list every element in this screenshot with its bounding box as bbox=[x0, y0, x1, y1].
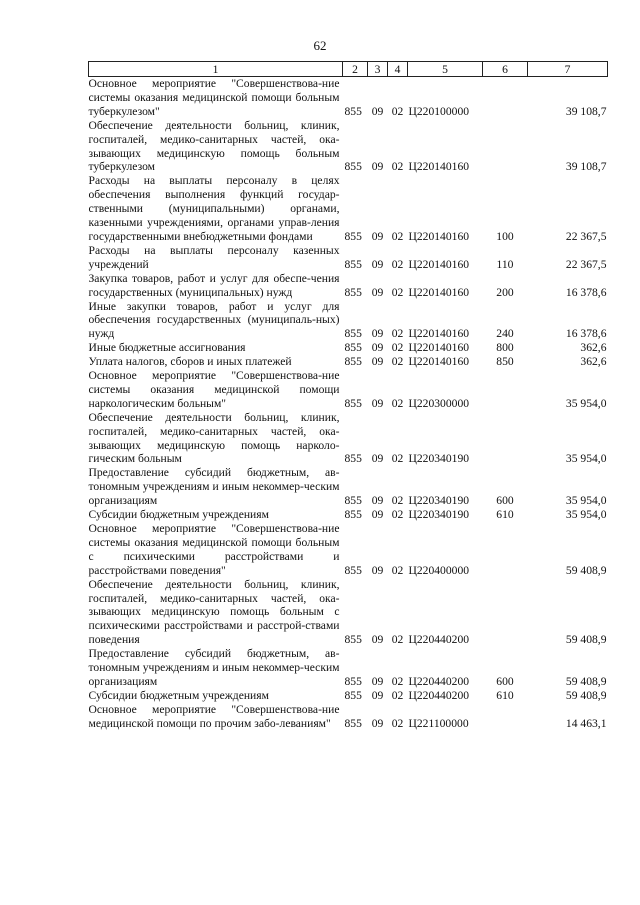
row-admin-code: 855 bbox=[344, 494, 362, 508]
row-name: Закупка товаров, работ и услуг для обеспе-чения государственных (муниципальных) нужд bbox=[88, 271, 340, 299]
row-subsection-code: 02 bbox=[391, 285, 404, 299]
table-row bbox=[89, 341, 608, 355]
table-row bbox=[89, 77, 608, 119]
row-expense-type bbox=[483, 578, 528, 648]
row-admin-code: 855 bbox=[344, 716, 362, 730]
column-header-admin: 2 bbox=[343, 62, 368, 77]
row-subsection-code: 02 bbox=[391, 633, 404, 647]
row-section-code: 09 bbox=[371, 396, 384, 410]
row-expense-type bbox=[483, 77, 528, 119]
row-section-code: 09 bbox=[371, 452, 384, 466]
row-admin-code: 855 bbox=[344, 508, 362, 522]
row-subsection-code: 02 bbox=[391, 494, 404, 508]
row-name: Иные бюджетные ассигнования bbox=[88, 341, 246, 355]
column-header-name: 1 bbox=[89, 62, 343, 77]
row-admin-code: 855 bbox=[344, 688, 362, 702]
row-admin-code: 855 bbox=[344, 633, 362, 647]
row-admin-code: 855 bbox=[344, 396, 362, 410]
row-target-article: Ц220440200 bbox=[408, 674, 470, 688]
row-subsection-code: 02 bbox=[391, 716, 404, 730]
row-target-article: Ц220140160 bbox=[408, 285, 470, 299]
row-target-article: Ц220440200 bbox=[408, 633, 470, 647]
row-admin-code: 855 bbox=[344, 355, 362, 369]
table-row bbox=[89, 703, 608, 731]
row-name: Расходы на выплаты персоналу казенных учреждений bbox=[88, 243, 340, 271]
table-row bbox=[89, 689, 608, 703]
table-row bbox=[89, 411, 608, 467]
column-header-subsection: 4 bbox=[388, 62, 408, 77]
row-expense-type: 610 bbox=[496, 688, 514, 702]
budget-table bbox=[88, 61, 608, 731]
row-subsection-code: 02 bbox=[391, 355, 404, 369]
row-target-article: Ц220140160 bbox=[408, 355, 470, 369]
page-number: 62 bbox=[313, 38, 327, 53]
row-admin-code: 855 bbox=[344, 229, 362, 243]
row-expense-type: 850 bbox=[496, 355, 514, 369]
row-name: Субсидии бюджетным учреждениям bbox=[88, 688, 269, 702]
row-section-code: 09 bbox=[371, 494, 384, 508]
row-name: Предоставление субсидий бюджетным, ав-тономным учреждениям и иным некоммер-ческим организациям bbox=[88, 466, 340, 508]
row-sum: 59 408,9 bbox=[565, 563, 607, 577]
row-target-article: Ц220140160 bbox=[408, 160, 470, 174]
table-header-row bbox=[89, 62, 608, 77]
row-subsection-code: 02 bbox=[391, 257, 404, 271]
row-name: Основное мероприятие "Совершенствова-ние системы оказания медицинской помощи наркологическим больным" bbox=[88, 369, 340, 410]
row-sum: 22 367,5 bbox=[565, 257, 607, 271]
row-subsection-code: 02 bbox=[391, 327, 404, 341]
row-subsection-code: 02 bbox=[391, 508, 404, 522]
table-row bbox=[89, 119, 608, 175]
table-row bbox=[89, 355, 608, 369]
row-target-article: Ц220140160 bbox=[408, 327, 470, 341]
row-target-article: Ц220400000 bbox=[408, 563, 470, 577]
row-sum: 35 954,0 bbox=[565, 396, 607, 410]
row-subsection-code: 02 bbox=[391, 674, 404, 688]
row-admin-code: 855 bbox=[344, 104, 362, 118]
row-section-code: 09 bbox=[371, 285, 384, 299]
row-subsection-code: 02 bbox=[391, 341, 404, 355]
row-sum: 39 108,7 bbox=[565, 104, 607, 118]
table-row bbox=[89, 300, 608, 342]
row-sum: 16 378,6 bbox=[565, 285, 607, 299]
row-name: Основное мероприятие "Совершенствова-ние системы оказания медицинской помощи больным туберкулезом" bbox=[88, 77, 340, 118]
row-name: Обеспечение деятельности больниц, клиник, госпиталей, медико-санитарных частей, ока-зывающих медицинскую помощь больным туберкулезом bbox=[88, 118, 340, 174]
row-sum: 362,6 bbox=[580, 355, 607, 369]
row-name: Уплата налогов, сборов и иных платежей bbox=[88, 355, 292, 369]
row-sum: 59 408,9 bbox=[565, 674, 607, 688]
row-section-code: 09 bbox=[371, 341, 384, 355]
table-row bbox=[89, 272, 608, 300]
row-target-article: Ц221100000 bbox=[408, 716, 469, 730]
row-expense-type bbox=[483, 369, 528, 411]
row-target-article: Ц220300000 bbox=[408, 396, 470, 410]
row-name: Иные закупки товаров, работ и услуг для обеспечения государственных (муниципаль-ных) нужд bbox=[88, 299, 340, 341]
row-section-code: 09 bbox=[371, 355, 384, 369]
column-header-expense-type: 6 bbox=[483, 62, 528, 77]
table-row bbox=[89, 522, 608, 578]
row-section-code: 09 bbox=[371, 563, 384, 577]
row-admin-code: 855 bbox=[344, 674, 362, 688]
row-sum: 22 367,5 bbox=[565, 229, 607, 243]
row-name: Предоставление субсидий бюджетным, ав-тономным учреждениям и иным некоммер-ческим организациям bbox=[88, 647, 340, 688]
row-subsection-code: 02 bbox=[391, 688, 404, 702]
row-expense-type: 600 bbox=[496, 494, 514, 508]
row-expense-type: 240 bbox=[496, 327, 514, 341]
row-subsection-code: 02 bbox=[391, 563, 404, 577]
row-admin-code: 855 bbox=[344, 160, 362, 174]
table-row bbox=[89, 369, 608, 411]
row-section-code: 09 bbox=[371, 633, 384, 647]
row-sum: 16 378,6 bbox=[565, 327, 607, 341]
row-expense-type bbox=[483, 411, 528, 467]
row-expense-type: 610 bbox=[496, 508, 514, 522]
row-subsection-code: 02 bbox=[391, 229, 404, 243]
row-target-article: Ц220340190 bbox=[408, 494, 470, 508]
row-name: Расходы на выплаты персоналу в целях обеспечения выполнения функций государ-ственными (муниципальными) органами, казенными учреждениями, органами управ-ления государственными внебюджетными фондами bbox=[88, 174, 340, 243]
table-row bbox=[89, 508, 608, 522]
row-section-code: 09 bbox=[371, 674, 384, 688]
row-section-code: 09 bbox=[371, 716, 384, 730]
row-admin-code: 855 bbox=[344, 452, 362, 466]
row-subsection-code: 02 bbox=[391, 452, 404, 466]
row-name: Обеспечение деятельности больниц, клиник, госпиталей, медико-санитарных частей, ока-зывающих медицинскую помощь больным с психическими расстройствами и расстрой-ствами поведения bbox=[88, 577, 340, 647]
row-admin-code: 855 bbox=[344, 563, 362, 577]
row-expense-type: 110 bbox=[496, 257, 514, 271]
row-target-article: Ц220340190 bbox=[408, 452, 470, 466]
row-target-article: Ц220340190 bbox=[408, 508, 470, 522]
table-row bbox=[89, 647, 608, 689]
row-target-article: Ц220140160 bbox=[408, 257, 470, 271]
row-sum: 59 408,9 bbox=[565, 633, 607, 647]
row-expense-type: 200 bbox=[496, 285, 514, 299]
row-sum: 39 108,7 bbox=[565, 160, 607, 174]
row-section-code: 09 bbox=[371, 327, 384, 341]
table-row bbox=[89, 466, 608, 508]
row-admin-code: 855 bbox=[344, 341, 362, 355]
row-target-article: Ц220440200 bbox=[408, 688, 470, 702]
row-expense-type bbox=[483, 522, 528, 578]
row-expense-type bbox=[483, 119, 528, 175]
table-row bbox=[89, 244, 608, 272]
column-header-section: 3 bbox=[368, 62, 388, 77]
row-section-code: 09 bbox=[371, 104, 384, 118]
row-expense-type: 600 bbox=[496, 674, 514, 688]
row-target-article: Ц220140160 bbox=[408, 341, 470, 355]
row-sum: 35 954,0 bbox=[565, 452, 607, 466]
row-expense-type: 100 bbox=[496, 229, 514, 243]
table-row bbox=[89, 174, 608, 244]
row-expense-type bbox=[483, 703, 528, 731]
column-header-sum: 7 bbox=[528, 62, 608, 77]
row-expense-type: 800 bbox=[496, 341, 514, 355]
table-body bbox=[89, 77, 608, 731]
row-target-article: Ц220140160 bbox=[408, 229, 470, 243]
row-subsection-code: 02 bbox=[391, 396, 404, 410]
row-section-code: 09 bbox=[371, 257, 384, 271]
row-name: Основное мероприятие "Совершенствова-ние медицинской помощи по прочим забо-леваниям" bbox=[88, 702, 340, 730]
row-subsection-code: 02 bbox=[391, 160, 404, 174]
row-sum: 59 408,9 bbox=[565, 688, 607, 702]
row-sum: 14 463,1 bbox=[565, 716, 607, 730]
row-name: Субсидии бюджетным учреждениям bbox=[88, 508, 269, 522]
row-target-article: Ц220100000 bbox=[408, 104, 470, 118]
row-section-code: 09 bbox=[371, 229, 384, 243]
row-name: Основное мероприятие "Совершенствова-ние системы оказания медицинской помощи больным с психическими расстройствами и расстройствами поведения" bbox=[88, 522, 340, 577]
row-name: Обеспечение деятельности больниц, клиник, госпиталей, медико-санитарных частей, ока-зывающих медицинскую помощь нарколо-гическим больным bbox=[88, 410, 340, 466]
row-section-code: 09 bbox=[371, 160, 384, 174]
row-sum: 35 954,0 bbox=[565, 508, 607, 522]
table-row bbox=[89, 578, 608, 648]
row-subsection-code: 02 bbox=[391, 104, 404, 118]
row-sum: 362,6 bbox=[580, 341, 607, 355]
row-admin-code: 855 bbox=[344, 327, 362, 341]
row-admin-code: 855 bbox=[344, 285, 362, 299]
column-header-target-article: 5 bbox=[408, 62, 483, 77]
row-section-code: 09 bbox=[371, 508, 384, 522]
row-admin-code: 855 bbox=[344, 257, 362, 271]
row-section-code: 09 bbox=[371, 688, 384, 702]
row-sum: 35 954,0 bbox=[565, 494, 607, 508]
